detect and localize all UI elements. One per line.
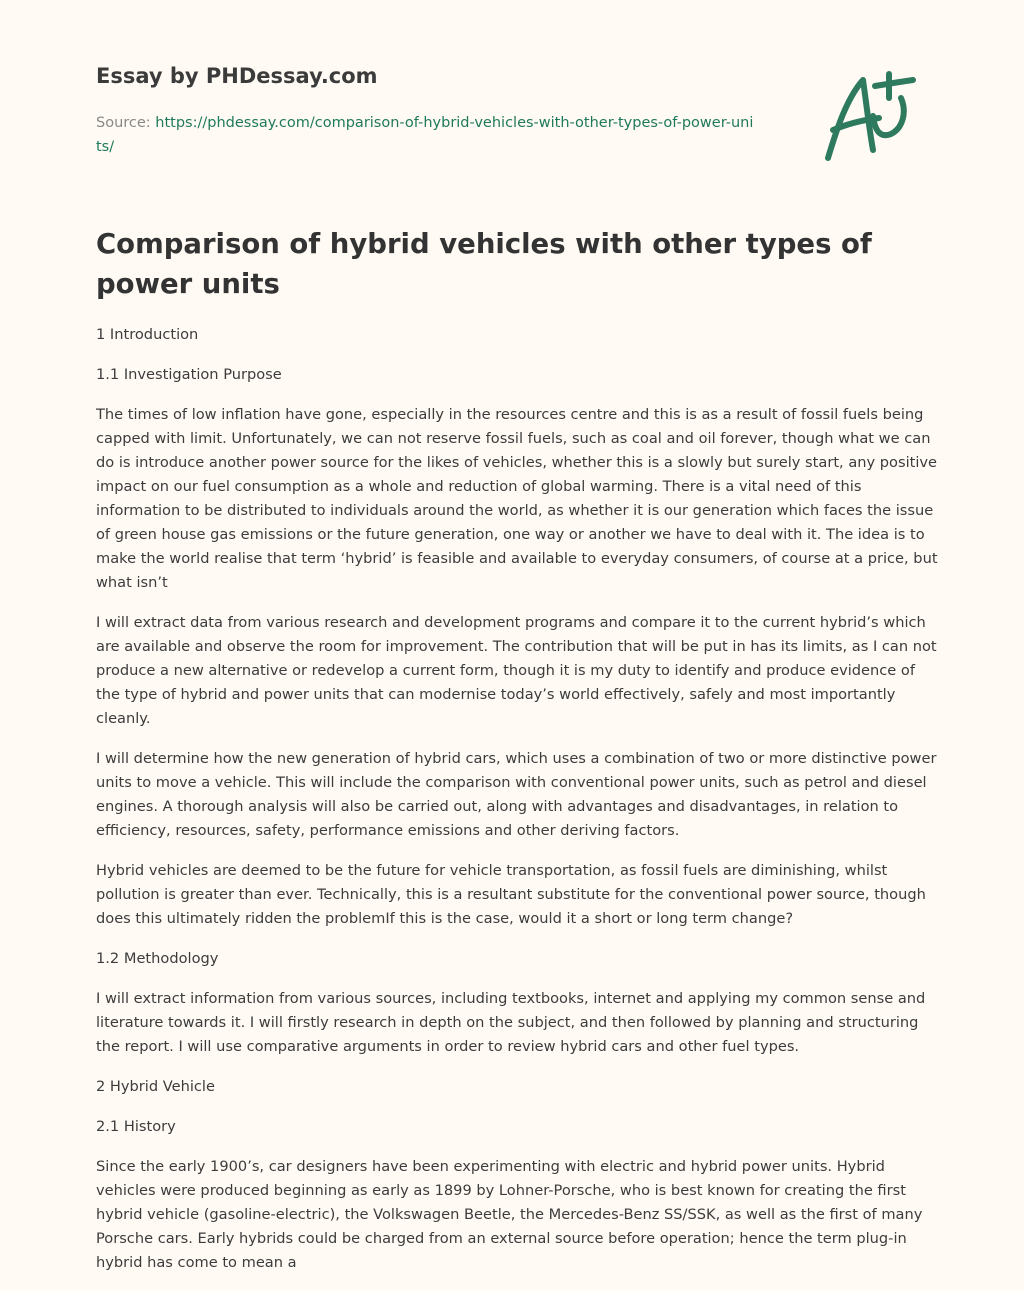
section-heading: 2 Hybrid Vehicle: [96, 1078, 215, 1095]
subsection-heading: 2.1 History: [96, 1118, 176, 1135]
source-link[interactable]: https://phdessay.com/comparison-of-hybrid-vehicles-with-other-types-of-power-units/: [96, 115, 754, 155]
document-body: [96, 323, 938, 1291]
a-plus-logo-icon: [815, 68, 930, 168]
subsection-heading: 1.2 Methodology: [96, 950, 219, 967]
source-label: Source:: [96, 115, 151, 131]
paragraph: I will extract information from various sources, including textbooks, internet and applying my common sense and literature towards it. I will firstly research in depth on the subject, and then followed by planning and structuring the report. I will use comparative arguments in order to review hybrid cars and other fuel types.: [96, 990, 926, 1055]
section-heading: 1 Introduction: [96, 326, 199, 343]
paragraph: I will extract data from various research and development programs and compare it to the current hybrid’s which are available and observe the room for improvement. The contribution that will be put in has its limits, as I can not produce a new alternative or redevelop a current form, though it is my duty to identify and produce evidence of the type of hybrid and power units that can modernise today’s world effectively, safely and most importantly cleanly.: [96, 614, 937, 727]
source-line: [96, 111, 756, 159]
paragraph: I will determine how the new generation of hybrid cars, which uses a combination of two or more distinctive power units to move a vehicle. This will include the comparison with conventional power units, such as petrol and diesel engines. A thorough analysis will also be carried out, along with advantages and disadvantages, in relation to efficiency, resources, safety, performance emissions and other deriving factors.: [96, 750, 937, 839]
paragraph: The times of low inflation have gone, especially in the resources centre and this is as a result of fossil fuels being capped with limit. Unfortunately, we can not reserve fossil fuels, such as coal and oil forever, though what we can do is introduce another power source for the likes of vehicles, whether this is a slowly but surely start, any positive impact on our fuel consumption as a whole and reduction of global warming. There is a vital need of this information to be distributed to individuals around the world, as whether it is our generation which faces the issue of green house gas emissions or the future generation, one way or another we have to deal with it. The idea is to make the world realise that term ‘hybrid’ is feasible and available to everyday consumers, of course at a price, but what isn’t: [96, 406, 938, 591]
document-title: Comparison of hybrid vehicles with other types of power units: [96, 228, 872, 300]
site-title: Essay by PHDessay.com: [96, 64, 378, 88]
paragraph: Since the early 1900’s, car designers have been experimenting with electric and hybrid power units. Hybrid vehicles were produced beginning as early as 1899 by Lohner-Porsche, who is best known for creating the first hybrid vehicle (gasoline-electric), the Volkswagen Beetle, the Mercedes-Benz SS/SSK, as well as the first of many Porsche cars. Early hybrids could be charged from an external source before operation; hence the term plug-in hybrid has come to mean a: [96, 1158, 923, 1271]
subsection-heading: 1.1 Investigation Purpose: [96, 366, 282, 383]
paragraph: Hybrid vehicles are deemed to be the future for vehicle transportation, as fossil fuels are diminishing, whilst pollution is greater than ever. Technically, this is a resultant substitute for the conventional power source, though does this ultimately ridden the problemIf this is the case, would it a short or long term change?: [96, 862, 926, 927]
